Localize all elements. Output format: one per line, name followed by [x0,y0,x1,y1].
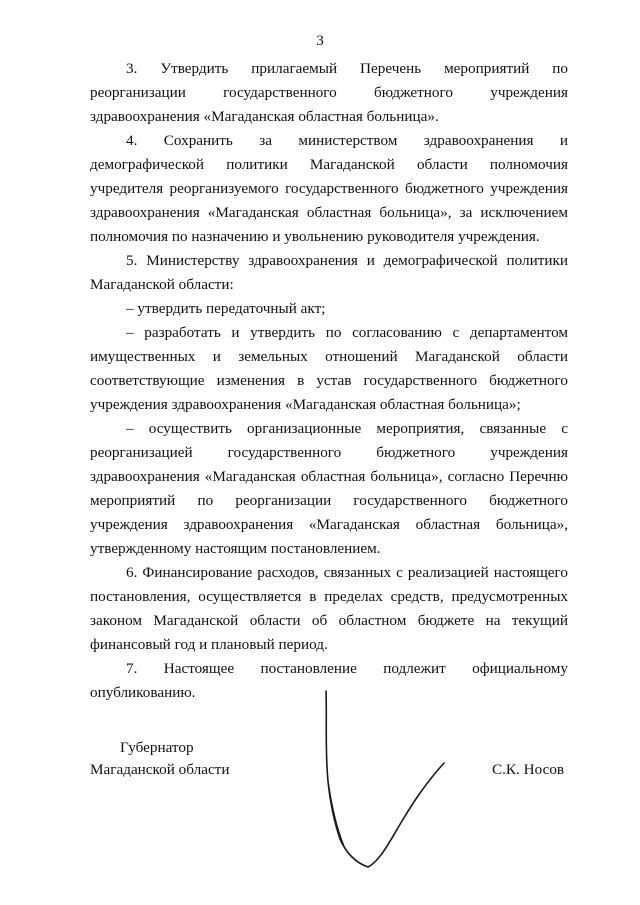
paragraph-4: 4. Сохранить за министерством здравоохранения и демографической политики Магаданской области полномочия учредителя реорганизуемого государственного бюджетного учреждения здравоохранения «Магаданская областная больница», за исключением полномочия по назначению и увольнению руководителя учреждения. [90,132,568,245]
paragraph-5-item-3: – осуществить организационные мероприятия, связанные с реорганизацией государственного бюджетного учреждения здравоохранения «Магаданская областная больница», согласно Перечню мероприятий по реорганизации государственного бюджетного учреждения здравоохранения «Магаданская областная больница», утвержденному настоящим постановлением. [90,420,568,557]
paragraph-5: 5. Министерству здравоохранения и демографической политики Магаданской области: [90,252,568,293]
paragraph-5-item-1: – утвердить передаточный акт; [126,300,326,317]
signature-block [0,736,640,866]
paragraph-3: 3. Утвердить прилагаемый Перечень мероприятий по реорганизации государственного бюджетного учреждения здравоохранения «Магаданская областная больница». [90,60,568,125]
paragraph-6: 6. Финансирование расходов, связанных с реализацией настоящего постановления, осуществляется в пределах средств, предусмотренных законом Магаданской области об областном бюджете на текущий финансовый год и плановый период. [90,564,568,653]
paragraph-5-item-2: – разработать и утвердить по согласованию с департаментом имущественных и земельных отношений Магаданской области соответствующие изменения в устав государственного бюджетного учреждения здравоохранения «Магаданская областная больница»; [90,324,568,413]
page-number: 3 [316,32,324,49]
handwritten-signature [310,681,450,871]
governor-title: Губернатор [120,739,194,756]
governor-name: С.К. Носов [492,761,565,778]
document-body [90,57,568,705]
governor-region: Магаданской области [90,761,230,778]
paragraph-7: 7. Настоящее постановление подлежит официальному опубликованию. [90,660,568,701]
